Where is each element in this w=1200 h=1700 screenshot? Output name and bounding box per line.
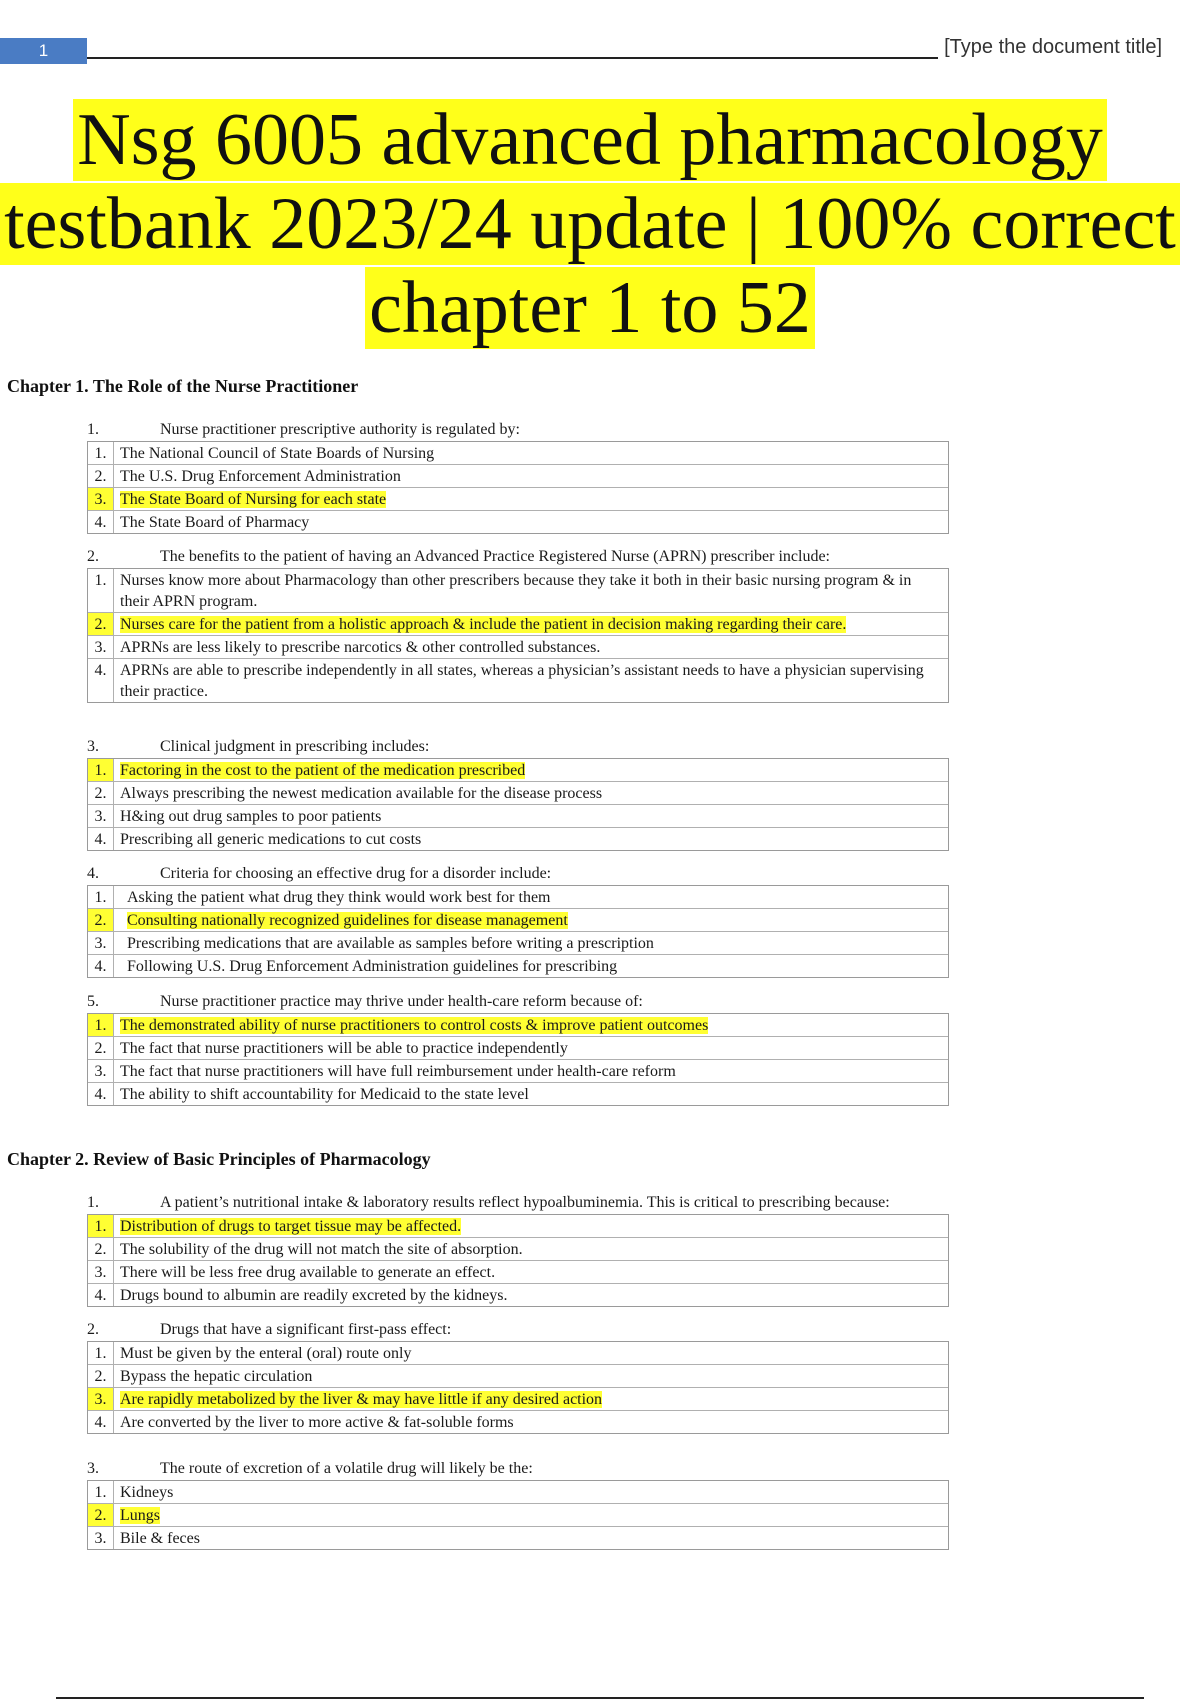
option-row [88,1364,948,1387]
option-text: The ability to shift accountability for Medicaid to the state level [120,1086,529,1103]
question-number: 1. [87,421,99,438]
option-row-correct [88,908,948,931]
option-number: 2. [88,1037,114,1059]
question-text: A patient’s nutritional intake & laboratory results reflect hypoalbuminemia. This is critical to prescribing because: [160,1194,890,1211]
question-stem [87,1458,949,1480]
chapter-heading: Chapter 2. Review of Basic Principles of Pharmacology [7,1149,431,1169]
option-text: Are converted by the liver to more active & fat-soluble forms [120,1414,514,1431]
question [87,1192,949,1307]
option-row [88,1036,948,1059]
option-row [88,931,948,954]
title-line-2: testbank 2023/24 update | 100% correct [0,183,1180,265]
option-row [88,1526,948,1549]
option-text [114,1215,948,1237]
option-text [114,488,948,510]
question-number: 5. [87,993,99,1010]
option-number: 4. [88,659,114,702]
question-stem [87,546,949,568]
question-stem [87,1319,949,1341]
question [87,546,949,703]
option-row [88,1342,948,1364]
question-text: Drugs that have a significant first-pass effect: [160,1321,452,1338]
highlighted-answer: Factoring in the cost to the patient of the medication prescribed [120,762,526,779]
question-text: The benefits to the patient of having an Advanced Practice Registered Nurse (APRN) prescriber include: [160,548,830,565]
chapter-heading: Chapter 1. The Role of the Nurse Practitioner [7,376,359,396]
option-number: 2. [88,1365,114,1387]
option-row [88,1481,948,1503]
option-number: 1. [88,442,114,464]
option-text: Following U.S. Drug Enforcement Administration guidelines for prescribing [127,958,618,975]
highlighted-answer: The State Board of Nursing for each state [120,491,387,508]
option-text [114,1388,948,1410]
options-table [87,1480,949,1550]
option-text: Prescribing all generic medications to cut costs [120,831,422,848]
question-stem [87,863,949,885]
footer-rule [56,1697,1144,1699]
option-text: The National Council of State Boards of Nursing [120,445,435,462]
option-number: 3. [88,1527,114,1549]
option-text: The fact that nurse practitioners will be able to practice independently [120,1040,568,1057]
question [87,863,949,978]
question-number: 3. [87,1460,99,1477]
title-line-3: chapter 1 to 52 [365,267,815,349]
option-number: 1. [88,1342,114,1364]
question-number: 2. [87,548,99,565]
option-row [88,1410,948,1433]
option-text: Must be given by the enteral (oral) route only [120,1345,412,1362]
title-line-1: Nsg 6005 advanced pharmacology [73,99,1106,181]
option-text [114,613,948,635]
option-text [114,1504,948,1526]
option-text: Nurses know more about Pharmacology than other prescribers because they take it both in their basic nursing program & in their APRN program. [120,572,912,610]
document-title-placeholder: [Type the document title] [938,36,1162,59]
option-row [88,886,948,908]
option-number: 1. [88,886,114,908]
option-number: 3. [88,1388,114,1410]
option-row [88,1260,948,1283]
highlighted-answer: Consulting nationally recognized guidelines for disease management [127,912,568,929]
options-table [87,1341,949,1434]
option-row-correct [88,1215,948,1237]
option-number: 3. [88,1261,114,1283]
options-table [87,758,949,851]
option-text: Bypass the hepatic circulation [120,1368,313,1385]
question-number: 3. [87,738,99,755]
option-number: 2. [88,613,114,635]
question-number: 1. [87,1194,99,1211]
option-text: Drugs bound to albumin are readily excreted by the kidneys. [120,1287,508,1304]
option-number: 4. [88,955,114,977]
question [87,1319,949,1434]
highlighted-answer: Lungs [120,1507,160,1524]
option-text: The solubility of the drug will not match the site of absorption. [120,1241,523,1258]
option-number: 2. [88,1504,114,1526]
option-text: APRNs are able to prescribe independently in all states, whereas a physician’s assistant needs to have a physician supervising their practice. [120,662,924,700]
question-text: Nurse practitioner practice may thrive under health-care reform because of: [160,993,643,1010]
option-row [88,569,948,612]
question-number: 2. [87,1321,99,1338]
option-number: 3. [88,488,114,510]
option-row [88,1082,948,1105]
option-text: Bile & feces [120,1530,200,1547]
option-text: H&ing out drug samples to poor patients [120,808,382,825]
options-table [87,441,949,534]
question-text: Criteria for choosing an effective drug for a disorder include: [160,865,552,882]
option-text: Always prescribing the newest medication available for the disease process [120,785,603,802]
option-row [88,635,948,658]
question-text: The route of excretion of a volatile drug will likely be the: [160,1460,533,1477]
option-row [88,510,948,533]
option-row [88,954,948,977]
option-number: 3. [88,805,114,827]
option-row [88,658,948,702]
option-text: The State Board of Pharmacy [120,514,310,531]
option-row-correct [88,1014,948,1036]
highlighted-answer: Distribution of drugs to target tissue may be affected. [120,1218,462,1235]
highlighted-answer: Nurses care for the patient from a holistic approach & include the patient in decision making regarding their care. [120,616,847,633]
option-text: The fact that nurse practitioners will have full reimbursement under health-care reform [120,1063,676,1080]
option-number: 4. [88,1083,114,1105]
option-number: 4. [88,828,114,850]
options-table [87,1013,949,1106]
option-text: Asking the patient what drug they think would work best for them [127,889,551,906]
options-table [87,1214,949,1307]
option-number: 3. [88,1060,114,1082]
option-text [114,759,948,781]
option-number: 1. [88,569,114,612]
option-row [88,1059,948,1082]
option-text: The U.S. Drug Enforcement Administration [120,468,401,485]
option-number: 1. [88,1215,114,1237]
page-number: 1 [0,38,87,64]
option-row [88,464,948,487]
option-number: 4. [88,1284,114,1306]
option-text: APRNs are less likely to prescribe narcotics & other controlled substances. [120,639,601,656]
option-number: 2. [88,465,114,487]
question [87,736,949,851]
page-title [0,98,1180,350]
option-row [88,804,948,827]
option-text: There will be less free drug available to generate an effect. [120,1264,496,1281]
option-row-correct [88,487,948,510]
question-text: Nurse practitioner prescriptive authority is regulated by: [160,421,520,438]
question [87,991,949,1106]
page-header [0,38,1162,64]
option-number: 1. [88,759,114,781]
option-row-correct [88,759,948,781]
option-text: Kidneys [120,1484,174,1501]
question-stem [87,1192,949,1214]
option-number: 4. [88,1411,114,1433]
option-number: 1. [88,1014,114,1036]
question-text: Clinical judgment in prescribing includes: [160,738,430,755]
question [87,1458,949,1550]
option-row [88,1283,948,1306]
option-row-correct [88,1503,948,1526]
option-text: Prescribing medications that are available as samples before writing a prescription [127,935,654,952]
option-row [88,827,948,850]
option-number: 2. [88,909,114,931]
question-stem [87,736,949,758]
highlighted-answer: The demonstrated ability of nurse practitioners to control costs & improve patient outcomes [120,1017,709,1034]
option-row-correct [88,1387,948,1410]
question-number: 4. [87,865,99,882]
option-number: 3. [88,932,114,954]
option-row [88,442,948,464]
option-text [114,909,948,931]
option-text [114,1014,948,1036]
option-number: 2. [88,1238,114,1260]
option-number: 4. [88,511,114,533]
highlighted-answer: Are rapidly metabolized by the liver & may have little if any desired action [120,1391,603,1408]
option-row [88,1237,948,1260]
options-table [87,885,949,978]
options-table [87,568,949,703]
question-stem [87,419,949,441]
question-stem [87,991,949,1013]
option-row-correct [88,612,948,635]
option-row [88,781,948,804]
option-number: 2. [88,782,114,804]
option-number: 1. [88,1481,114,1503]
option-number: 3. [88,636,114,658]
question [87,419,949,534]
